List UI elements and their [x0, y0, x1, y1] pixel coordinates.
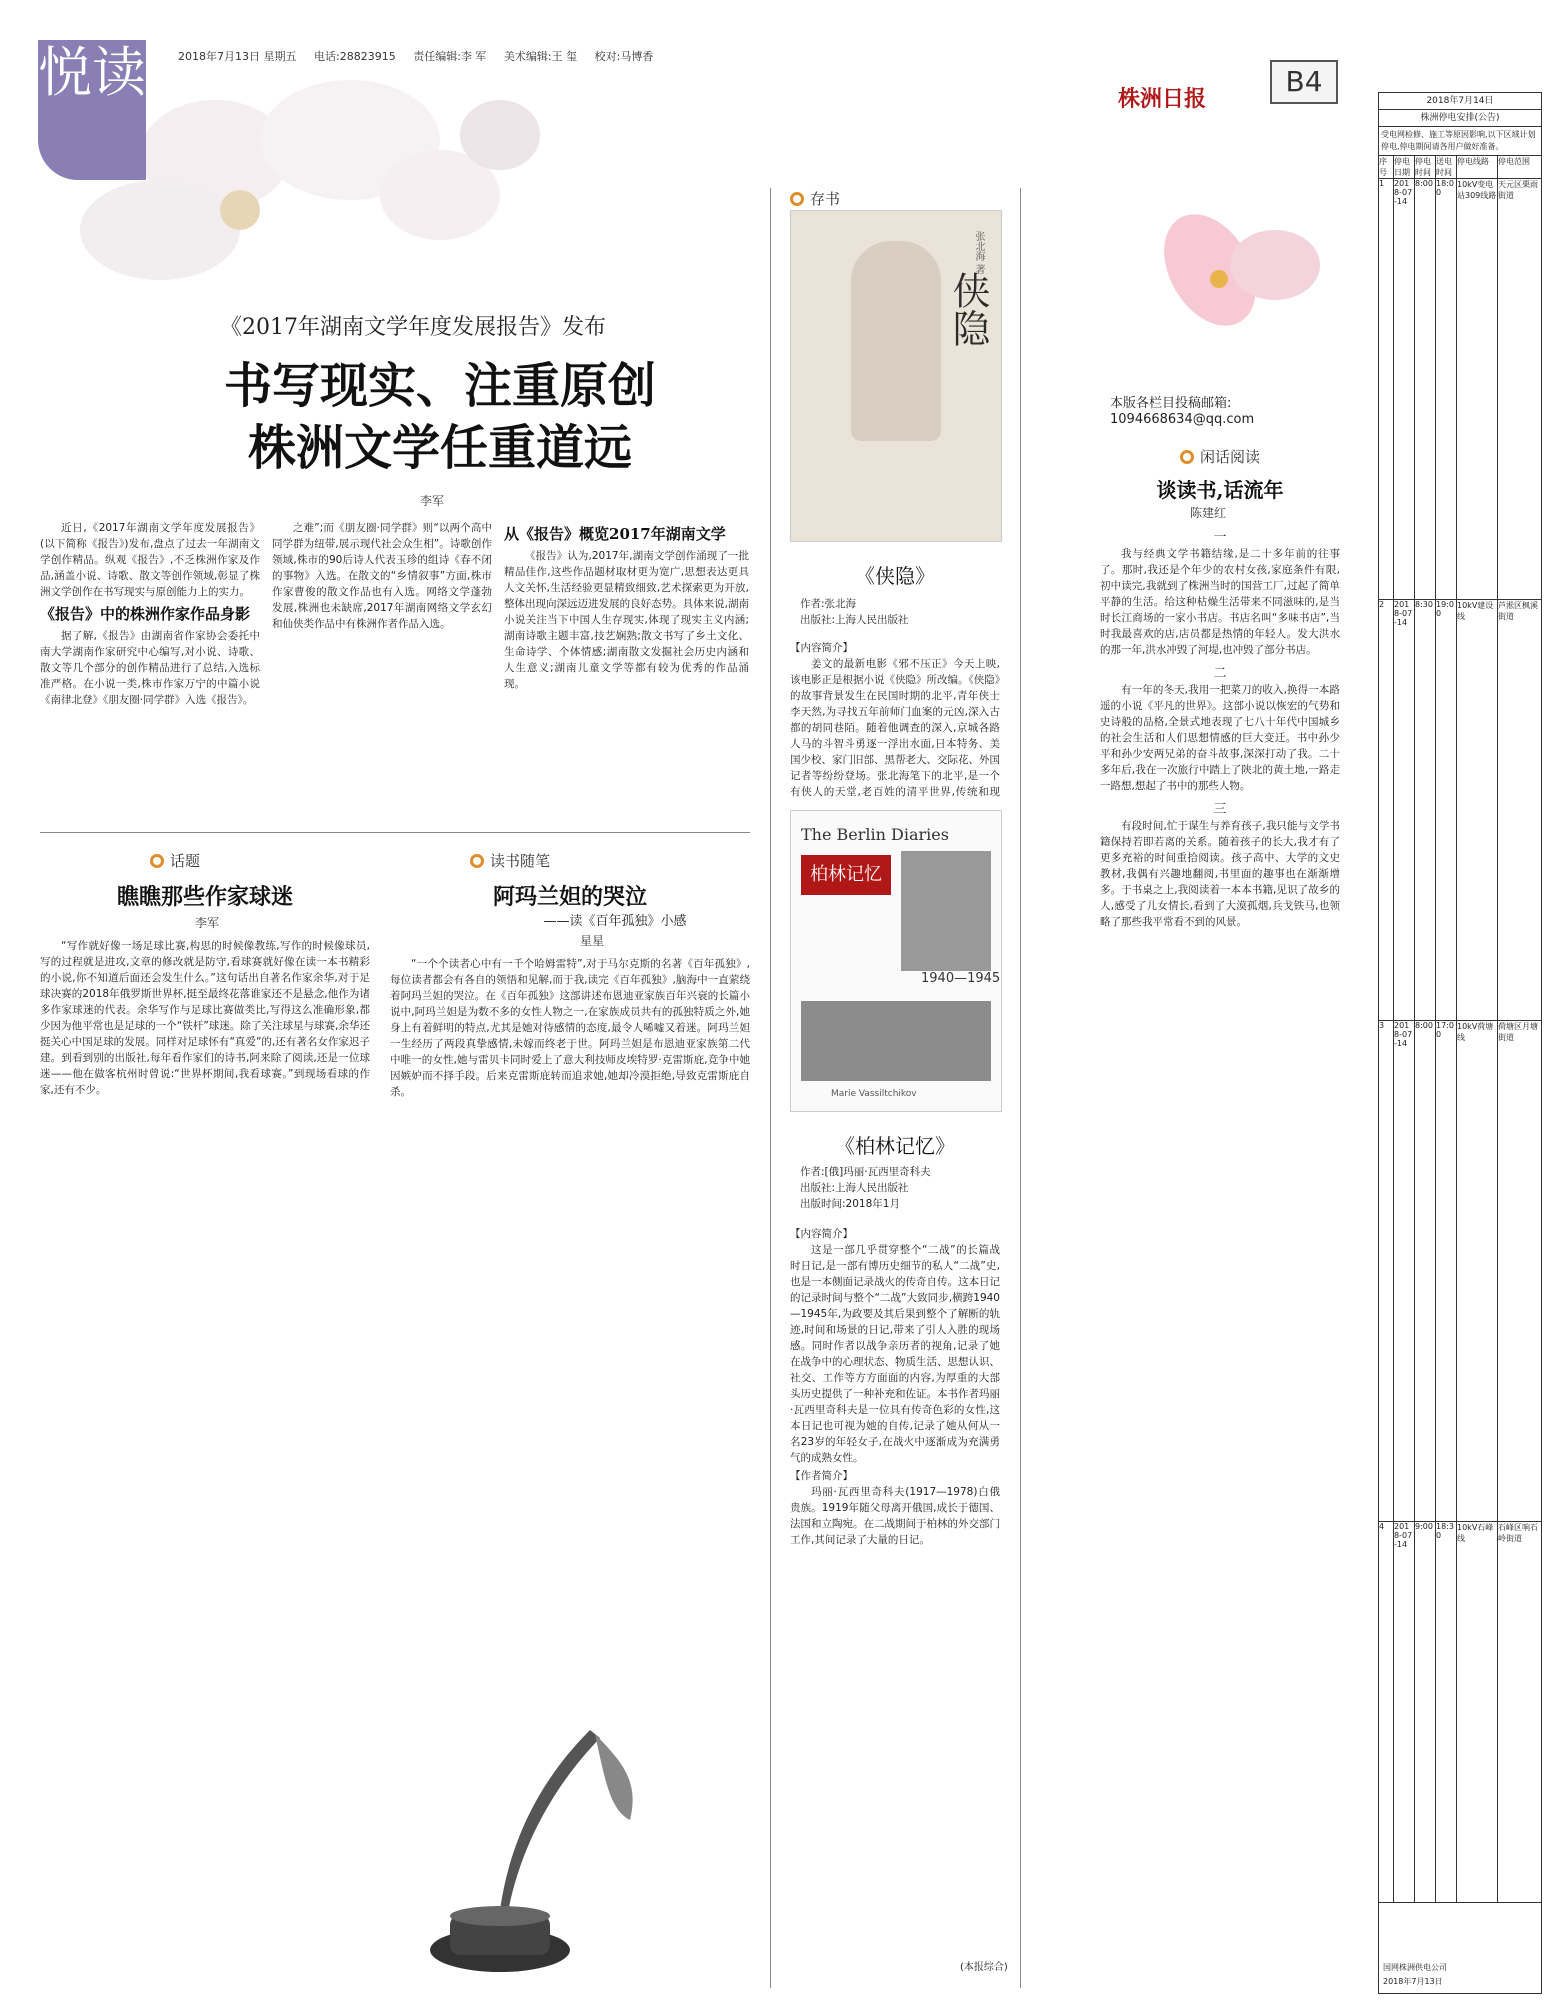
notice-subtitle: 株洲停电安排(公告): [1379, 110, 1541, 127]
intro-text: 姜文的最新电影《邪不压正》今天上映,该电影正是根据小说《侠隐》所改编。《侠隐》的故事背景发生在民国时期的北平,青年侠士李天然,为寻找五年前师门血案的元凶,深入古都的胡同巷陌。随着他调查的深入,京城各路人马的斗智斗勇逐一浮出水面,日本特务、美国少校、家门旧部、黑帮老大、交际花、外国记者等纷纷登场。张北海笔下的北平,是一个有侠人的天堂,老百姓的清平世界,传统和现: [790, 658, 1000, 798]
notice-footer-date: 2018年7月13日: [1383, 1977, 1443, 1986]
section-one: 一: [1213, 530, 1227, 545]
store-book2-author: 作者:[俄]玛丽·瓦西里奇科夫: [800, 1166, 931, 1178]
right-p1: 我与经典文学书籍结缘,是二十多年前的往事了。那时,我还是个年少的农村女孩,家庭条件有限,初中读完,我就到了株洲当时的国营工厂,过起了简单平静的生活。给这种枯燥生活带来不同滋味的,是当时长江商场的一家小书店。书店名叫“多味书店”,当时我最喜欢的店,店员都是热情的年轻人。发大洪水的那一年,洪水冲毁了河堤,也冲毁了部分书店。: [1100, 548, 1340, 656]
section-name: 悦读: [38, 41, 146, 104]
book-cover-berlin: [790, 810, 1002, 1112]
tag-dot-icon: [470, 854, 484, 868]
headline-line-2: 株洲文学任重道远: [247, 420, 632, 476]
notice-cell-area: 芦淞区枫溪街道: [1498, 601, 1538, 621]
submit-label: 本版各栏目投稿邮箱:: [1110, 396, 1232, 411]
store-book2-meta: [800, 1164, 1000, 1212]
cover-figure: [851, 241, 941, 441]
submit-email[interactable]: 1094668634@qq.com: [1110, 412, 1255, 427]
football-author: 李军: [195, 916, 220, 930]
notice-cell-line: 10kV变电站309线路: [1457, 179, 1498, 599]
reading-subtitle: ——读《百年孤独》小感: [543, 914, 687, 929]
football-tag: [150, 850, 350, 871]
section-three: 三: [1213, 802, 1227, 817]
notice-cell-date: 2018-07-14: [1394, 1522, 1415, 1902]
main-subhead-2: 从《报告》概览2017年湖南文学: [504, 525, 726, 543]
main-headline: [140, 355, 740, 479]
store-book2-title: 《柏林记忆》: [835, 1134, 955, 1158]
right-title: 谈读书,话流年: [1156, 478, 1284, 502]
notice-cell-no: 1: [1379, 179, 1394, 599]
notice-row: [1379, 600, 1541, 1021]
notice-row: [1379, 1522, 1541, 1903]
notice-cell-date: 2018-07-14: [1394, 1021, 1415, 1521]
main-col-1: [40, 520, 260, 820]
reading-tag: [470, 850, 670, 871]
store-book2-date: 出版时间:2018年1月: [800, 1198, 900, 1210]
main-col-2: [272, 520, 492, 820]
notice-cell-send: 18:30: [1436, 1522, 1457, 1902]
main-author: 李军: [420, 494, 445, 508]
col-head-date: 停电日期: [1394, 156, 1415, 178]
main-col-3: [504, 520, 749, 820]
col-head-area: 停电范围: [1498, 157, 1530, 166]
tag-dot-icon: [790, 192, 804, 206]
notice-cell-time: 8:00: [1415, 1021, 1436, 1521]
store-credit: (本报综合): [960, 1962, 1008, 1973]
notice-text: 受电网检修、施工等原因影响,以下区域计划停电,停电期间请各用户做好准备。: [1379, 127, 1541, 156]
football-body: [40, 938, 370, 1988]
reading-tag-label: 读书随笔: [490, 852, 551, 870]
store-book2-publisher: 出版社:上海人民出版社: [800, 1182, 909, 1194]
store-book-title: 《侠隐》: [855, 564, 935, 588]
column-divider: [770, 188, 771, 1988]
cover-title: 侠隐: [946, 271, 990, 347]
paper-logo: 株洲日报: [1118, 86, 1207, 112]
intro-label: 【内容简介】: [790, 642, 853, 654]
quill-ink-illustration: [390, 1720, 750, 1990]
right-body: [1100, 530, 1340, 1990]
intro2-text: 这是一部几乎贯穿整个“二战”的长篇战时日记,是一部有博历史细节的私人“二战”史,也是一本侧面记录战火的传奇自传。这本日记的记录时间与整个“二战”大致同步,横跨1940—1945年,为政要及其后果到整个了解断的轨迹,时间和场景的日记,带来了引人入胜的现场感。同时作者以战争亲历者的视角,记录了她在战争中的心理状态、物质生活、思想认识、社交、工作等方方面面的内容,为厚重的大部头历史提供了一种补充和佐证。本书作者玛丽·瓦西里奇科夫是一位具有传奇色彩的女性,这本日记也可视为她的自传,记录了她从何从一名23岁的年轻女子,在战火中逐渐成为充满勇气的成熟女性。: [790, 1244, 1000, 1464]
notice-footer: 国网株洲供电公司: [1383, 1963, 1447, 1972]
store-book-publisher: 出版社:上海人民出版社: [800, 614, 909, 626]
football-title: 瞧瞧那些作家球迷: [116, 884, 293, 910]
notice-cell-send: 19:00: [1436, 600, 1457, 1020]
reading-text: “一个个读者心中有一千个哈姆雷特”,对于马尔克斯的名著《百年孤独》,每位读者都会有各自的领悟和见解,而于我,读完《百年孤独》,脑海中一直萦绕着阿玛兰妲的哭泣。在《百年孤独》这部讲述布恩迪亚家族百年兴衰的长篇小说中,阿玛兰妲是为数不多的女性人物之一,在家族成员共有的孤独特质之外,她身上有着鲜明的特点,尤其是她对待感情的态度,最令人唏嘘又着迷。阿玛兰妲一生经历了两段真挚感情,未嫁而终老于世。阿玛兰妲是布恩迪亚家族第二代中唯一的女性,她与雷贝卡同时爱上了意大利技师皮埃特罗·克雷斯庇,竞争中她因嫉妒而不择手段。后来克雷斯庇转而追求她,她却冷漠拒绝,导致克雷斯庇自杀。: [390, 958, 750, 1098]
book-cover-xiayin: [790, 210, 1002, 542]
cover2-author: Marie Vassiltchikov: [831, 1089, 917, 1099]
cover2-city-photo: [801, 1001, 991, 1081]
section-two: 二: [1213, 666, 1227, 681]
editor: 责任编辑:李 军: [413, 50, 487, 63]
notice-header-row: [1379, 156, 1541, 179]
store-book-meta: [800, 596, 1000, 628]
notice-cell-area: 石峰区响石岭街道: [1498, 1523, 1538, 1543]
store-book-author: 作者:张北海: [800, 598, 857, 610]
main-subhead-1: 《报告》中的株洲作家作品身影: [40, 605, 251, 623]
notice-title: 2018年7月14日: [1379, 93, 1541, 110]
cover2-years: 1940—1945: [921, 971, 1001, 986]
right-tag: [1180, 446, 1340, 467]
issue-date: 2018年7月13日 星期五: [178, 50, 297, 63]
notice-cell-time: 8:30: [1415, 600, 1436, 1020]
football-tag-label: 话题: [170, 852, 201, 870]
intro2-label: 【内容简介】: [790, 1228, 853, 1240]
football-text: “写作就好像一场足球比赛,构思的时候像教练,写作的时候像球员,写的过程就是进攻,文章的修改就是防守,看球赛就好像在读一本书精彩的小说,你不知道后面还会发生什么。”这句话出自著名作家余华,对于足球决赛的2018年俄罗斯世界杯,挺至最终花落谁家还不是悬念,他作为诸多作家球迷的代表。余华写作与足球比赛做类比,写得这么准确形象,都少因为他平常也是足球的一个“铁杆”球迷。除了关注球星与球赛,余华还挺关心中国足球的发展。同样对足球怀有“真爱”的,还有著名女作家迟子建。到看到别的出版社,每年看作家们的诗书,阿来除了阅读,还是一位球迷——他在做客杭州时曾说:“世界杯期间,我看球赛。”到现场看球的作家,还有不少。: [40, 940, 370, 1096]
notice-rows: [1379, 179, 1541, 1903]
main-col-1-text: 近日,《2017年湖南文学年度发展报告》(以下简称《报告》)发布,盘点了过去一年湖南文学创作精品。纵观《报告》,不乏株洲作家及作品,涵盖小说、诗歌、散文等创作领域,彰显了株洲文学创作在书写现实与原创能力上的实力。: [40, 522, 260, 598]
proofreader: 校对:马博香: [594, 50, 654, 63]
section-logo: [38, 40, 146, 180]
col-head-time: 停电时间: [1415, 156, 1436, 178]
store-book-intro: [790, 640, 1000, 800]
phone: 电话:28823915: [314, 50, 396, 63]
notice-cell-date: 2018-07-14: [1394, 600, 1415, 1020]
headline-line-1: 书写现实、注重原创: [223, 358, 656, 414]
petal-decoration: [1130, 200, 1330, 360]
outage-notice-table: [1378, 92, 1542, 1994]
page-number: B4: [1270, 60, 1338, 104]
notice-cell-time: 8:00: [1415, 179, 1436, 599]
col-head-no: 序号: [1379, 156, 1394, 178]
author2-text: 玛丽·瓦西里奇科夫(1917—1978)白俄贵族。1919年随父母离开俄国,成长于德国、法国和立陶宛。在二战期间于柏林的外交部门工作,其间记录了大量的日记。: [790, 1486, 1000, 1546]
right-tag-label: 闲话阅读: [1200, 448, 1261, 466]
reading-body: [390, 956, 750, 1716]
notice-cell-area: 天元区栗雨街道: [1498, 180, 1538, 200]
main-col-3-text: 《报告》认为,2017年,湖南文学创作涌现了一批精品佳作,这些作品题材取材更为宽广,思想表达更具人文关怀,生活经验更显精致细致,艺术探索更为开放,整体出现向深远迈进发展的良好态势。具体来说,湖南小说关注当下中国人生存现实,体现了现实主义内涵;湖南诗歌主题丰富,技艺娴熟;散文书写了乡土文化、生命诗学、个体情感;湖南散文发掘社会历史内涵和人生意义;湖南儿童文学等都有较为优秀的作品涌现。: [504, 550, 749, 690]
col-head-line: 停电线路: [1457, 156, 1498, 178]
notice-cell-send: 18:00: [1436, 179, 1457, 599]
cover2-cn-title: 柏林记忆: [801, 855, 891, 895]
store-book2-intro: [790, 1226, 1000, 1946]
notice-cell-no: 3: [1379, 1021, 1394, 1521]
main-kicker: 《2017年湖南文学年度发展报告》发布: [220, 315, 606, 340]
cover2-en-title: The Berlin Diaries: [801, 825, 949, 844]
notice-row: [1379, 179, 1541, 600]
tag-dot-icon: [150, 854, 164, 868]
author2-label: 【作者简介】: [790, 1470, 853, 1482]
column-divider: [1020, 188, 1021, 1988]
notice-cell-send: 17:00: [1436, 1021, 1457, 1521]
right-p2: 有一年的冬天,我用一把菜刀的收入,换得一本路遥的小说《平凡的世界》。这部小说以恢宏的气势和史诗般的品格,全景式地表现了七八十年代中国城乡的社会生活和人们思想情感的巨大变迁。书中孙少平和孙少安两兄弟的奋斗故事,深深打动了我。二十多年后,我在一次旅行中踏上了陕北的黄土地,一路走一路想,想起了书中的那些人物。: [1100, 684, 1340, 792]
reading-author: 星星: [580, 934, 605, 948]
main-col-1b-text: 据了解,《报告》由湖南省作家协会委托中南大学湖南作家研究中心编写,对小说、诗歌、散文等几个部分的创作精品进行了总结,入选标准严格。在小说一类,株市作家万宁的中篇小说《南律北登》《朋友圈·同学群》入选《报告》。: [40, 630, 260, 706]
divider: [40, 832, 750, 833]
main-col-2-text: 之难”;而《朋友圈·同学群》则“以两个高中同学群为纽带,展示现代社会众生相”。诗歌创作领域,株市的90后诗人代表玉珍的组诗《春不闭的事物》入选。在散文的“乡情叙事”方面,株市作家曹俊的散文作品也有入选。网络文学蓬勃发展,株洲也未缺席,2017年湖南网络文学玄幻和仙侠类作品中有株洲作者作品入选。: [272, 522, 492, 630]
notice-cell-no: 4: [1379, 1522, 1394, 1902]
notice-row: [1379, 1021, 1541, 1522]
cover-author: 张北海 著: [973, 231, 984, 275]
notice-cell-area: 荷塘区月塘街道: [1498, 1022, 1538, 1042]
store-tag: [790, 188, 1000, 209]
notice-cell-time: 9:00: [1415, 1522, 1436, 1902]
notice-cell-no: 2: [1379, 600, 1394, 1020]
right-author: 陈建红: [1190, 506, 1227, 520]
tag-dot-icon: [1180, 450, 1194, 464]
store-tag-label: 存书: [810, 190, 841, 208]
notice-cell-date: 2018-07-14: [1394, 179, 1415, 599]
right-p3: 有段时间,忙于谋生与养育孩子,我只能与文学书籍保持若即若离的关系。随着孩子的长大,我才有了更多充裕的时间重拾阅读。孩子高中、大学的文史教材,我偶有兴趣地翻阅,书里面的趣事也在渐渐增多。于书桌之上,我阅读着一本本书籍,见识了故乡的人,感受了儿女情长,看到了大漠孤烟,兵戈铁马,也领略了那些我平常看不到的风景。: [1100, 820, 1340, 928]
notice-cell-line: 10kV荷塘线: [1457, 1021, 1498, 1521]
art-editor: 美术编辑:王 玺: [503, 50, 578, 63]
cover2-photo: [901, 851, 991, 971]
notice-cell-line: 10kV建设线: [1457, 600, 1498, 1020]
notice-cell-line: 10kV石峰线: [1457, 1522, 1498, 1902]
reading-title: 阿玛兰妲的哭泣: [492, 884, 647, 910]
col-head-send: 送电时间: [1436, 156, 1457, 178]
